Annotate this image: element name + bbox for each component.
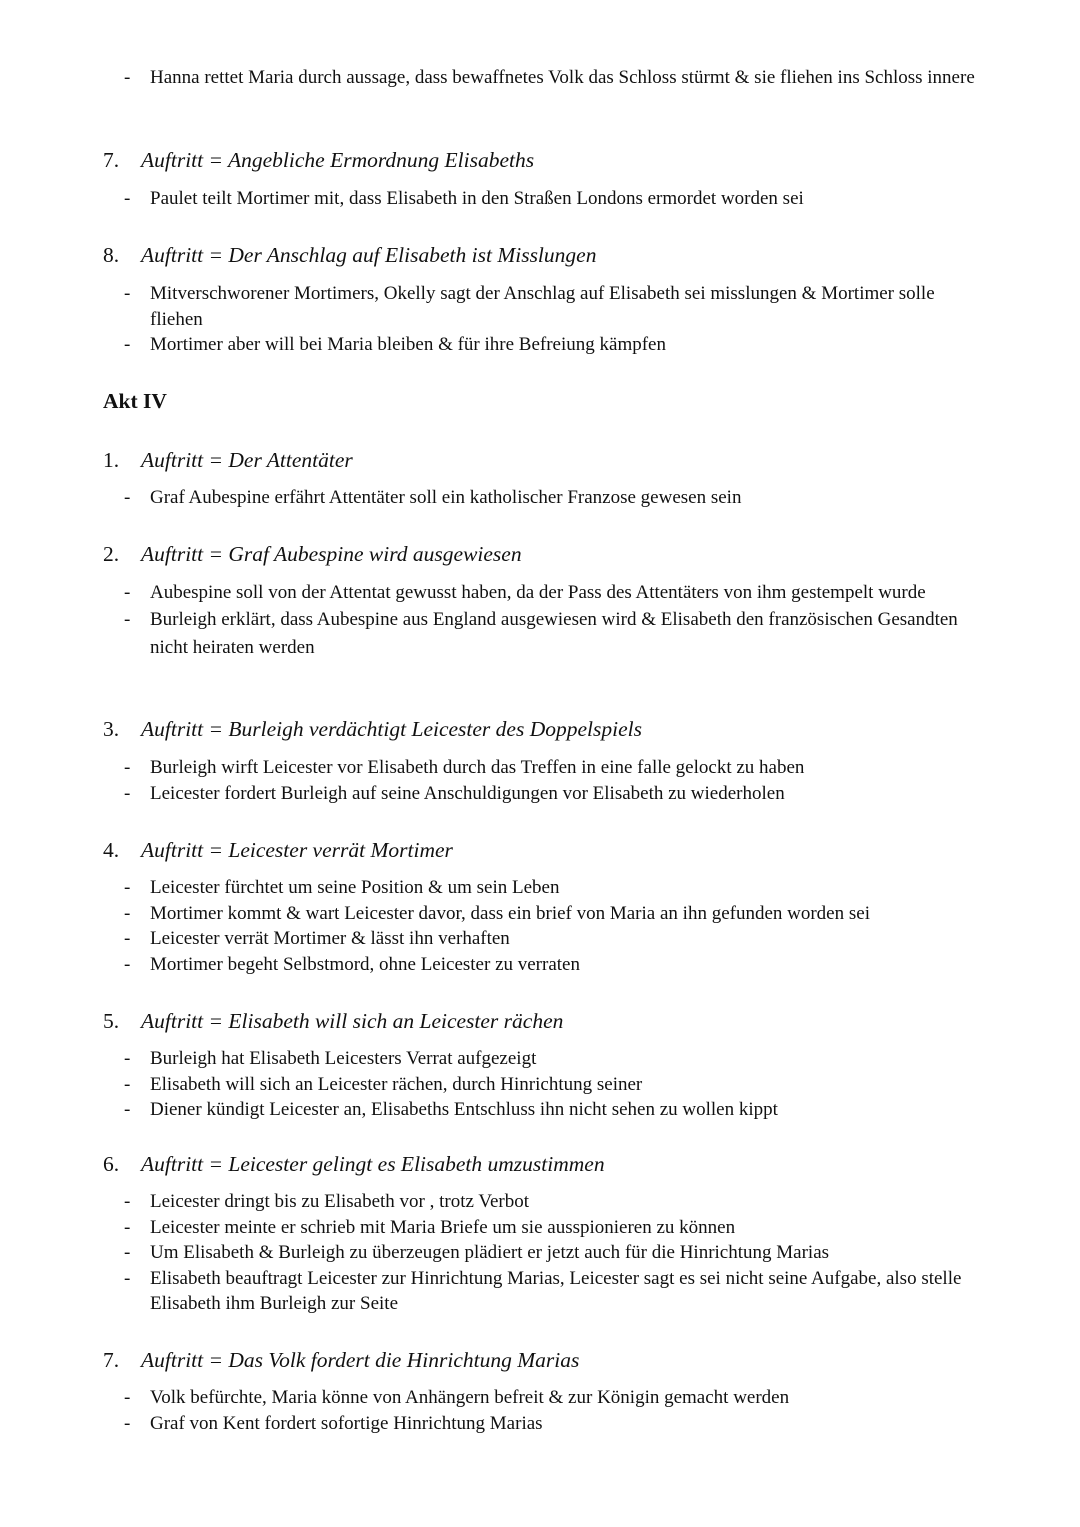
scene-heading [103, 837, 453, 863]
bullet-text: Mortimer aber will bei Maria bleiben & für ihre Befreiung kämpfen [150, 334, 666, 355]
bullet-dash: - [124, 334, 131, 355]
list-item [0, 755, 980, 781]
list-item [0, 1240, 980, 1266]
list-item [0, 1189, 980, 1215]
list-item [0, 781, 980, 807]
bullet-text: Leicester meinte er schrieb mit Maria Briefe um sie ausspionieren zu können [150, 1216, 736, 1238]
list-item [0, 281, 980, 332]
list-item [0, 65, 980, 91]
scene-heading [103, 1151, 605, 1177]
bullet-dash: - [124, 582, 131, 603]
list-item [0, 875, 980, 901]
list-item [0, 1411, 980, 1437]
scene-heading [103, 447, 353, 473]
list-item [0, 1215, 980, 1241]
scene-bullet-list [0, 580, 1080, 662]
bullet-dash: - [124, 877, 131, 898]
bullet-dash: - [124, 928, 131, 949]
bullet-dash: - [124, 67, 131, 88]
scene-number: 4. [103, 838, 120, 862]
bullet-dash: - [124, 757, 131, 778]
scene-title: Auftritt = Der Attentäter [141, 448, 353, 472]
bullet-dash: - [124, 1412, 131, 1434]
bullet-text: Diener kündigt Leicester an, Elisabeths Entschluss ihn nicht sehen zu wollen kippt [150, 1099, 778, 1120]
bullet-text: Mitverschworener Mortimers, Okelly sagt der Anschlag auf Elisabeth sei misslungen & Mortimer solle fliehen [150, 283, 935, 330]
bullet-text: Graf Aubespine erfährt Attentäter soll ein katholischer Franzose gewesen sein [150, 487, 742, 508]
list-item [0, 332, 980, 358]
bullet-text: Elisabeth beauftragt Leicester zur Hinrichtung Marias, Leicester sagt es sei nicht seine Aufgabe, also stelle Elisabeth ihm Burleigh zur Seite [150, 1267, 962, 1314]
scene-heading [103, 242, 596, 268]
scene-title: Auftritt = Angebliche Ermordnung Elisabeths [141, 148, 535, 172]
list-item [0, 485, 980, 511]
scene-number: 3. [103, 717, 120, 741]
list-item [0, 901, 1010, 927]
bullet-dash: - [124, 1073, 131, 1095]
bullet-dash: - [124, 782, 131, 804]
scene-bullet-list [0, 875, 1080, 977]
scene-heading [103, 541, 522, 567]
scene-number: 5. [103, 1009, 120, 1033]
scene-bullet-list [0, 1189, 1080, 1317]
bullet-dash: - [124, 283, 131, 304]
list-item [0, 1072, 980, 1098]
scene-bullet-list [0, 186, 1080, 212]
bullet-text: Leicester verrät Mortimer & lässt ihn verhaften [150, 928, 510, 949]
bullet-text: Leicester dringt bis zu Elisabeth vor , trotz Verbot [150, 1191, 530, 1212]
bullet-text: Burleigh wirft Leicester vor Elisabeth durch das Treffen in eine falle gelockt zu haben [150, 757, 805, 778]
bullet-text: Paulet teilt Mortimer mit, dass Elisabeth in den Straßen Londons ermordet worden sei [150, 188, 804, 209]
list-item [0, 926, 980, 952]
scene-title: Auftritt = Leicester gelingt es Elisabeth umzustimmen [141, 1152, 605, 1176]
bullet-text: Leicester fordert Burleigh auf seine Anschuldigungen vor Elisabeth zu wiederholen [150, 782, 785, 804]
scene-title: Auftritt = Burleigh verdächtigt Leicester des Doppelspiels [141, 717, 642, 741]
scene-number: 6. [103, 1152, 120, 1176]
scene-bullet-list [0, 1385, 1080, 1436]
scene-number: 2. [103, 542, 120, 566]
scene-heading [103, 716, 642, 742]
bullet-dash: - [124, 188, 131, 209]
list-item [0, 606, 980, 662]
scene-title: Auftritt = Das Volk fordert die Hinrichtung Marias [141, 1348, 580, 1372]
bullet-text: Burleigh erklärt, dass Aubespine aus England ausgewiesen wird & Elisabeth den französischen Gesandten nicht heiraten werden [150, 608, 958, 658]
bullet-dash: - [124, 1191, 131, 1212]
bullet-text: Mortimer begeht Selbstmord, ohne Leicester zu verraten [150, 953, 580, 975]
bullet-text: Um Elisabeth & Burleigh zu überzeugen plädiert er jetzt auch für die Hinrichtung Marias [150, 1242, 830, 1263]
list-item [0, 1097, 980, 1123]
scene-bullet-list [0, 485, 1080, 511]
list-item [0, 1046, 980, 1072]
list-item [0, 952, 980, 978]
bullet-dash: - [124, 1267, 131, 1289]
bullet-text: Volk befürchte, Maria könne von Anhängern befreit & zur Königin gemacht werden [150, 1387, 790, 1408]
bullet-text: Elisabeth will sich an Leicester rächen, durch Hinrichtung seiner [150, 1073, 643, 1095]
bullet-dash: - [124, 608, 131, 630]
bullet-dash: - [124, 1242, 131, 1263]
scene-heading [103, 1008, 563, 1034]
list-item [0, 1266, 980, 1317]
bullet-text: Leicester fürchtet um seine Position & um sein Leben [150, 877, 560, 898]
bullet-dash: - [124, 1048, 131, 1069]
bullet-dash: - [124, 1099, 131, 1120]
bullet-text: Aubespine soll von der Attentat gewusst haben, da der Pass des Attentäters von ihm gestempelt wurde [150, 582, 926, 603]
list-item [0, 580, 980, 606]
scene-title: Auftritt = Leicester verrät Mortimer [141, 838, 453, 862]
scene-bullet-list [0, 281, 1080, 358]
bullet-text: Hanna rettet Maria durch aussage, dass bewaffnetes Volk das Schloss stürmt & sie fliehen ins Schloss innere [150, 67, 975, 88]
bullet-dash: - [124, 1216, 131, 1238]
list-item [0, 186, 980, 212]
bullet-dash: - [124, 953, 131, 975]
act-heading: Akt IV [103, 389, 167, 413]
scene-number: 7. [103, 148, 120, 172]
scene-title: Auftritt = Elisabeth will sich an Leicester rächen [141, 1009, 564, 1033]
list-item [0, 1385, 980, 1411]
scene-number: 1. [103, 448, 120, 472]
scene-number: 8. [103, 243, 120, 267]
bullet-text: Burleigh hat Elisabeth Leicesters Verrat aufgezeigt [150, 1048, 537, 1069]
scene-title: Auftritt = Der Anschlag auf Elisabeth ist Misslungen [141, 243, 597, 267]
top-bullet-list [0, 65, 1080, 91]
scene-bullet-list [0, 1046, 1080, 1123]
scene-heading [103, 1347, 579, 1373]
bullet-dash: - [124, 1387, 131, 1408]
bullet-text: Graf von Kent fordert sofortige Hinrichtung Marias [150, 1412, 543, 1434]
bullet-dash: - [124, 902, 131, 924]
scene-bullet-list [0, 755, 1080, 806]
bullet-dash: - [124, 487, 131, 508]
scene-heading [103, 147, 534, 173]
scene-number: 7. [103, 1348, 120, 1372]
bullet-text: Mortimer kommt & wart Leicester davor, dass ein brief von Maria an ihn gefunden worden sei [150, 902, 870, 924]
scene-title: Auftritt = Graf Aubespine wird ausgewiesen [141, 542, 522, 566]
